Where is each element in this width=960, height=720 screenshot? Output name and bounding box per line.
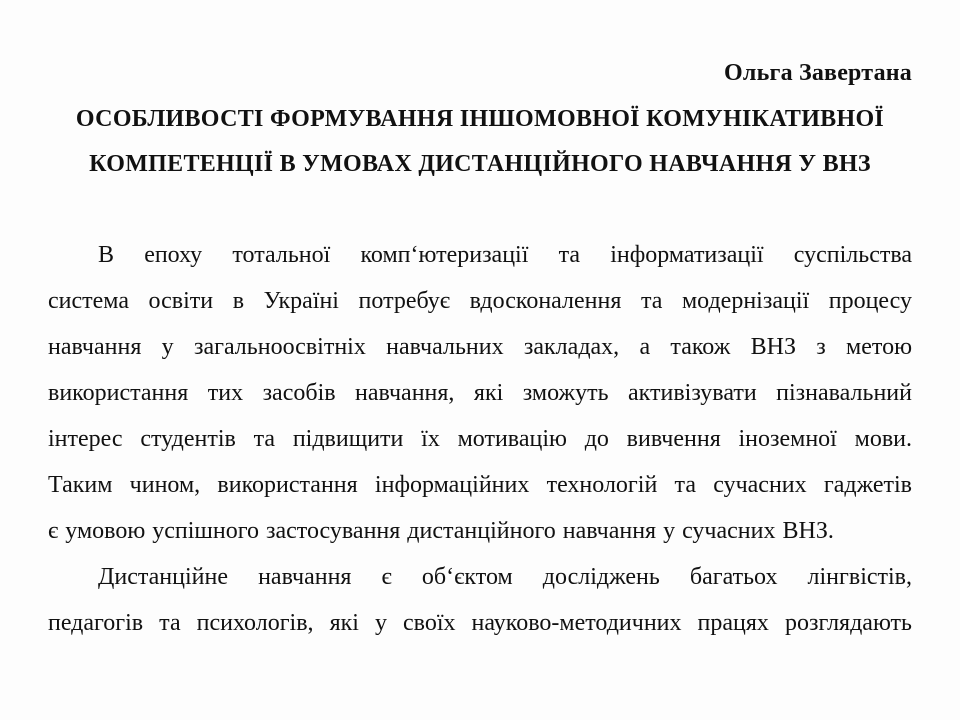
article-title-line-2: КОМПЕТЕНЦІЇ В УМОВАХ ДИСТАНЦІЙНОГО НАВЧАННЯ У ВНЗ <box>89 151 871 177</box>
paragraph-line: Дистанційне навчання є об‘єктом досліджень багатьох лінгвістів, <box>98 564 912 590</box>
paragraph-line: педагогів та психологів, які у своїх науково-методичних працях розглядають <box>48 610 912 636</box>
paragraph-line: використання тих засобів навчання, які зможуть активізувати пізнавальний <box>48 380 912 406</box>
author-name: Ольга Завертана <box>724 60 912 86</box>
paragraph-line: Таким чином, використання інформаційних технологій та сучасних гаджетів <box>48 472 912 498</box>
paragraph-line: є умовою успішного застосування дистанційного навчання у сучасних ВНЗ. <box>48 518 834 544</box>
paragraph-line: В епоху тотальної комп‘ютеризації та інформатизації суспільства <box>98 242 912 268</box>
paragraph-line: система освіти в Україні потребує вдосконалення та модернізації процесу <box>48 288 912 314</box>
article-title-line-1: ОСОБЛИВОСТІ ФОРМУВАННЯ ІНШОМОВНОЇ КОМУНІКАТИВНОЇ <box>75 106 885 132</box>
paragraph-line: інтерес студентів та підвищити їх мотивацію до вивчення іноземної мови. <box>48 426 912 452</box>
paragraph-line: навчання у загальноосвітніх навчальних закладах, а також ВНЗ з метою <box>48 334 912 360</box>
